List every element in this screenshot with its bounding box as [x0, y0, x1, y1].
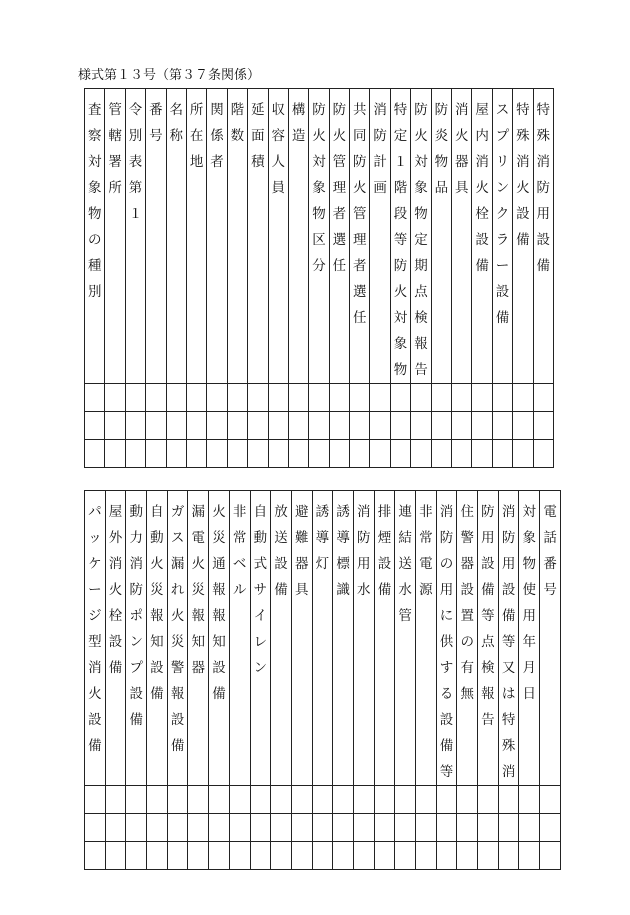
bottom-table-entry-cell[interactable]: [374, 814, 395, 842]
bottom-table-entry-cell[interactable]: [105, 814, 126, 842]
bottom-table-header-label: パッケージ型消火設備: [88, 504, 102, 754]
top-table-entry-cell[interactable]: [125, 440, 145, 468]
top-table-header-label: 特定１階段等防火対象物: [393, 102, 408, 378]
bottom-table-entry-cell[interactable]: [312, 814, 333, 842]
top-table-entry-cell[interactable]: [411, 440, 431, 468]
bottom-table-entry-cell[interactable]: [312, 842, 333, 870]
bottom-table-entry-cell[interactable]: [519, 842, 540, 870]
top-table-header-cell: [533, 89, 553, 384]
bottom-table-entry-cell[interactable]: [229, 786, 250, 814]
top-table-entry-cell[interactable]: [472, 412, 492, 440]
bottom-table-entry-cell[interactable]: [229, 814, 250, 842]
bottom-table-entry-cell[interactable]: [250, 786, 271, 814]
top-table-entry-cell[interactable]: [533, 412, 553, 440]
bottom-table-header-label: ガス漏れ火災警報設備: [170, 504, 185, 754]
bottom-table-header-cell: [250, 491, 271, 786]
top-table-header-cell: [146, 89, 166, 384]
bottom-table-header-cell: [436, 491, 457, 786]
bottom-table-entry-cell[interactable]: [291, 814, 312, 842]
top-table-header-label: スプリンクラー設備: [495, 102, 510, 326]
top-table-entry-cell[interactable]: [166, 384, 186, 412]
top-table-entry-cell[interactable]: [513, 412, 533, 440]
top-table-entry-cell[interactable]: [492, 384, 512, 412]
top-table-header-label: 特殊消防用設備: [536, 102, 551, 274]
top-table-entry-cell[interactable]: [85, 412, 105, 440]
bottom-table-entry-cell[interactable]: [498, 842, 519, 870]
bottom-table-entry-cell[interactable]: [105, 842, 126, 870]
top-table-header-label: 消火器具: [454, 102, 469, 196]
bottom-table-header-cell: [105, 491, 126, 786]
top-table-entry-cell[interactable]: [248, 440, 268, 468]
top-table-entry-cell[interactable]: [431, 440, 451, 468]
bottom-table-entry-cell[interactable]: [457, 814, 478, 842]
top-table-entry-cell[interactable]: [288, 384, 308, 412]
top-table-entry-cell[interactable]: [248, 412, 268, 440]
bottom-table-entry-cell[interactable]: [333, 786, 354, 814]
top-table-entry-cell[interactable]: [227, 384, 247, 412]
top-table-header-label: 収容人員: [271, 102, 285, 196]
top-table-header-label: 防火対象物定期点検報告: [414, 102, 428, 378]
top-table-entry-cell[interactable]: [85, 384, 105, 412]
top-table-header-cell: [472, 89, 492, 384]
bottom-table-header-label: 自動火災報知設備: [150, 504, 164, 702]
bottom-table-entry-cell[interactable]: [353, 842, 374, 870]
bottom-table-header-cell: [353, 491, 374, 786]
bottom-table-entry-cell[interactable]: [105, 786, 126, 814]
bottom-table-header-cell: [209, 491, 230, 786]
top-table-entry-cell[interactable]: [309, 440, 329, 468]
top-table-entry-cell[interactable]: [146, 412, 166, 440]
top-table-header-cell: [268, 89, 288, 384]
bottom-table-entry-cell[interactable]: [436, 786, 457, 814]
bottom-table-entry-cell[interactable]: [229, 842, 250, 870]
top-table-entry-cell[interactable]: [105, 412, 125, 440]
top-table-entry-cell[interactable]: [411, 384, 431, 412]
inspection-table-bottom: [84, 490, 561, 870]
top-table-header-label: 所在地: [189, 102, 204, 170]
top-table-entry-cell[interactable]: [472, 384, 492, 412]
top-table-entry-cell[interactable]: [329, 412, 349, 440]
bottom-table-header-label: 誘導標識: [336, 504, 350, 598]
top-table-entry-cell[interactable]: [186, 440, 206, 468]
bottom-table-header-cell: [85, 491, 106, 786]
bottom-table-entry-cell[interactable]: [436, 814, 457, 842]
bottom-table-header-row: [85, 491, 561, 786]
top-table-header-cell: [227, 89, 247, 384]
top-table-entry-cell[interactable]: [390, 384, 410, 412]
top-table-entry-cell[interactable]: [370, 440, 390, 468]
top-table-header-cell: [309, 89, 329, 384]
form-title: 様式第１３号（第３７条関係）: [78, 68, 261, 83]
bottom-table-entry-cell[interactable]: [478, 786, 499, 814]
top-table-header-cell: [390, 89, 410, 384]
bottom-table-header-label: 動力消防ポンプ設備: [129, 504, 143, 728]
top-table-entry-row: [85, 384, 554, 412]
top-table-entry-cell[interactable]: [227, 412, 247, 440]
bottom-table-header-label: 消防用水: [357, 504, 371, 598]
top-table-entry-cell[interactable]: [513, 384, 533, 412]
bottom-table-entry-cell[interactable]: [147, 814, 168, 842]
bottom-table-header-label: 屋外消火栓設備: [108, 504, 123, 676]
bottom-table-entry-row: [85, 814, 561, 842]
top-table-header-label: 階数: [230, 102, 245, 144]
top-table-entry-cell[interactable]: [350, 412, 370, 440]
bottom-table-entry-cell[interactable]: [209, 786, 230, 814]
top-table-entry-cell[interactable]: [125, 412, 145, 440]
bottom-table-entry-cell[interactable]: [519, 786, 540, 814]
bottom-table-entry-cell[interactable]: [333, 842, 354, 870]
bottom-table-header-label: 避難器具: [294, 504, 309, 598]
top-table-entry-cell[interactable]: [370, 412, 390, 440]
bottom-table-entry-cell[interactable]: [167, 786, 188, 814]
bottom-table-entry-cell[interactable]: [188, 786, 209, 814]
top-table-entry-row: [85, 412, 554, 440]
top-table-header-cell: [370, 89, 390, 384]
top-table-header-cell: [431, 89, 451, 384]
top-table-header-cell: [411, 89, 431, 384]
top-table-entry-cell[interactable]: [268, 384, 288, 412]
top-table-header-label: 屋内消火栓設備: [475, 102, 489, 274]
top-table-entry-cell[interactable]: [125, 384, 145, 412]
bottom-table-entry-cell[interactable]: [478, 814, 499, 842]
bottom-table-entry-cell[interactable]: [209, 842, 230, 870]
top-table-entry-cell[interactable]: [431, 384, 451, 412]
bottom-table-header-cell: [147, 491, 168, 786]
top-table-header-cell: [85, 89, 105, 384]
top-table-header-cell: [207, 89, 227, 384]
top-table-entry-cell[interactable]: [309, 384, 329, 412]
bottom-table-entry-cell[interactable]: [519, 814, 540, 842]
top-table-entry-cell[interactable]: [513, 440, 533, 468]
top-table-entry-cell[interactable]: [329, 440, 349, 468]
top-table-header-label: 延面積: [251, 102, 265, 170]
bottom-table-entry-cell[interactable]: [498, 814, 519, 842]
bottom-table-header-label: 自動式サイレン: [253, 504, 268, 676]
top-table-header-label: 令別表第１: [128, 102, 143, 222]
bottom-table-entry-row: [85, 786, 561, 814]
top-table-entry-cell[interactable]: [105, 384, 125, 412]
top-table-entry-cell[interactable]: [227, 440, 247, 468]
top-table-entry-cell[interactable]: [207, 440, 227, 468]
top-table-entry-cell[interactable]: [411, 412, 431, 440]
bottom-table-header-label: 漏電火災報知器: [191, 504, 206, 676]
top-table-header-cell: [492, 89, 512, 384]
bottom-table-header-cell: [126, 491, 147, 786]
bottom-table-entry-cell[interactable]: [126, 842, 147, 870]
top-table-header-label: 防火対象物区分: [312, 102, 326, 274]
bottom-table-entry-cell[interactable]: [353, 814, 374, 842]
top-table-entry-cell[interactable]: [248, 384, 268, 412]
bottom-table-entry-cell[interactable]: [416, 786, 437, 814]
top-table-entry-cell[interactable]: [288, 440, 308, 468]
bottom-table-entry-cell[interactable]: [395, 814, 416, 842]
top-table-header-cell: [166, 89, 186, 384]
bottom-table-entry-cell[interactable]: [126, 786, 147, 814]
top-table-entry-cell[interactable]: [452, 440, 472, 468]
top-table-header-label: 名称: [169, 102, 183, 144]
bottom-table-entry-cell[interactable]: [250, 842, 271, 870]
top-table-header-label: 番号: [149, 102, 163, 144]
bottom-table-entry-cell[interactable]: [271, 814, 292, 842]
bottom-table-header-cell: [333, 491, 354, 786]
bottom-table-entry-cell[interactable]: [188, 842, 209, 870]
bottom-table-header-label: 排煙設備: [377, 504, 392, 598]
top-table-header-label: 査察対象物の種別: [87, 102, 102, 300]
top-table-header-cell: [186, 89, 206, 384]
top-table-entry-cell[interactable]: [166, 440, 186, 468]
bottom-table-header-cell: [291, 491, 312, 786]
bottom-table-entry-cell[interactable]: [167, 842, 188, 870]
top-table-entry-cell[interactable]: [452, 384, 472, 412]
bottom-table-entry-cell[interactable]: [333, 814, 354, 842]
bottom-table-header-label: 非常ベル: [232, 504, 247, 598]
top-table-header-cell: [452, 89, 472, 384]
bottom-table-entry-cell[interactable]: [478, 842, 499, 870]
top-table-entry-cell[interactable]: [350, 440, 370, 468]
bottom-table-header-cell: [519, 491, 540, 786]
bottom-table-header-label: 防用設備等点検報告: [481, 504, 495, 728]
bottom-table-entry-cell[interactable]: [126, 814, 147, 842]
top-table-entry-cell[interactable]: [329, 384, 349, 412]
bottom-table-header-cell: [416, 491, 437, 786]
bottom-table-header-cell: [395, 491, 416, 786]
top-table-entry-cell[interactable]: [268, 412, 288, 440]
top-table-header-cell: [513, 89, 533, 384]
bottom-table-entry-cell[interactable]: [209, 814, 230, 842]
bottom-table-header-cell: [374, 491, 395, 786]
top-table-header-cell: [350, 89, 370, 384]
bottom-table-entry-cell[interactable]: [312, 786, 333, 814]
bottom-table-header-label: 対象物使用年月日: [522, 504, 537, 702]
top-table-header-label: 関係者: [210, 102, 224, 170]
top-table-entry-cell[interactable]: [85, 440, 105, 468]
bottom-table-entry-cell[interactable]: [147, 842, 168, 870]
bottom-table-entry-cell[interactable]: [147, 786, 168, 814]
top-table-header-cell: [288, 89, 308, 384]
bottom-table-header-label: 連結送水管: [398, 504, 412, 624]
bottom-table-entry-cell[interactable]: [395, 786, 416, 814]
top-table-entry-row: [85, 440, 554, 468]
top-table-header-label: 共同防火管理者選任: [353, 102, 367, 326]
bottom-table-entry-cell[interactable]: [416, 814, 437, 842]
bottom-table-entry-cell[interactable]: [85, 814, 106, 842]
bottom-table-entry-cell[interactable]: [540, 814, 561, 842]
bottom-table-entry-cell[interactable]: [457, 786, 478, 814]
top-table-entry-cell[interactable]: [390, 412, 410, 440]
top-table-entry-cell[interactable]: [105, 440, 125, 468]
bottom-table-header-cell: [188, 491, 209, 786]
bottom-table-header-cell: [478, 491, 499, 786]
bottom-table-header-label: 消防用設備等又は特殊消: [501, 504, 516, 780]
bottom-table-entry-cell[interactable]: [540, 842, 561, 870]
top-table-entry-cell[interactable]: [288, 412, 308, 440]
bottom-table-header-label: 消防の用に供する設備等: [439, 504, 454, 780]
bottom-table-header-cell: [540, 491, 561, 786]
top-table-header-label: 管轄署所: [108, 102, 122, 196]
top-table-entry-cell[interactable]: [207, 412, 227, 440]
bottom-table-entry-cell[interactable]: [374, 842, 395, 870]
bottom-table-header-label: 火災通報報知設備: [212, 504, 226, 702]
top-table-entry-cell[interactable]: [146, 384, 166, 412]
bottom-table-entry-cell[interactable]: [436, 842, 457, 870]
top-table-entry-cell[interactable]: [370, 384, 390, 412]
top-table-header-label: 消防計画: [373, 102, 387, 196]
bottom-table-header-label: 住警器設置の有無: [460, 504, 474, 702]
bottom-table-entry-cell[interactable]: [85, 842, 106, 870]
top-table-header-cell: [329, 89, 349, 384]
bottom-table-entry-cell[interactable]: [250, 814, 271, 842]
bottom-table-header-label: 放送設備: [274, 504, 288, 598]
bottom-table-header-label: 電話番号: [543, 504, 557, 598]
bottom-table-entry-cell[interactable]: [271, 842, 292, 870]
bottom-table-header-cell: [271, 491, 292, 786]
top-table-entry-cell[interactable]: [166, 412, 186, 440]
bottom-table-header-cell: [457, 491, 478, 786]
bottom-table-entry-row: [85, 842, 561, 870]
top-table-header-label: 特殊消火設備: [516, 102, 530, 248]
bottom-table-entry-cell[interactable]: [540, 786, 561, 814]
top-table-entry-cell[interactable]: [431, 412, 451, 440]
bottom-table-entry-cell[interactable]: [353, 786, 374, 814]
top-table-entry-cell[interactable]: [472, 440, 492, 468]
top-table-entry-cell[interactable]: [533, 440, 553, 468]
bottom-table-header-cell: [498, 491, 519, 786]
bottom-table-entry-cell[interactable]: [271, 786, 292, 814]
bottom-table-header-cell: [229, 491, 250, 786]
top-table-entry-cell[interactable]: [309, 412, 329, 440]
bottom-table-entry-cell[interactable]: [85, 786, 106, 814]
top-table-entry-cell[interactable]: [186, 412, 206, 440]
bottom-table-entry-cell[interactable]: [457, 842, 478, 870]
top-table-header-row: [85, 89, 554, 384]
top-table-header-cell: [105, 89, 125, 384]
bottom-table-entry-cell[interactable]: [416, 842, 437, 870]
bottom-table-entry-cell[interactable]: [291, 842, 312, 870]
top-table-entry-cell[interactable]: [350, 384, 370, 412]
top-table-entry-cell[interactable]: [390, 440, 410, 468]
top-table-entry-cell[interactable]: [207, 384, 227, 412]
bottom-table-header-cell: [312, 491, 333, 786]
top-table-entry-cell[interactable]: [452, 412, 472, 440]
bottom-table-header-cell: [167, 491, 188, 786]
bottom-table-entry-cell[interactable]: [188, 814, 209, 842]
bottom-table-entry-cell[interactable]: [498, 786, 519, 814]
top-table-header-cell: [248, 89, 268, 384]
top-table-entry-cell[interactable]: [146, 440, 166, 468]
top-table-header-label: 防火管理者選任: [332, 102, 347, 274]
top-table-entry-cell[interactable]: [492, 440, 512, 468]
bottom-table-entry-cell[interactable]: [291, 786, 312, 814]
top-table-entry-cell[interactable]: [268, 440, 288, 468]
top-table-entry-cell[interactable]: [186, 384, 206, 412]
bottom-table-header-label: 非常電源: [419, 504, 433, 598]
bottom-table-entry-cell[interactable]: [167, 814, 188, 842]
top-table-header-label: 防炎物品: [434, 102, 449, 196]
top-table-header-label: 構造: [291, 102, 306, 144]
inspection-table-top: [84, 88, 554, 468]
top-table-header-cell: [125, 89, 145, 384]
bottom-table-entry-cell[interactable]: [374, 786, 395, 814]
bottom-table-entry-cell[interactable]: [395, 842, 416, 870]
bottom-table-header-label: 誘導灯: [315, 504, 330, 572]
top-table-entry-cell[interactable]: [533, 384, 553, 412]
top-table-entry-cell[interactable]: [492, 412, 512, 440]
